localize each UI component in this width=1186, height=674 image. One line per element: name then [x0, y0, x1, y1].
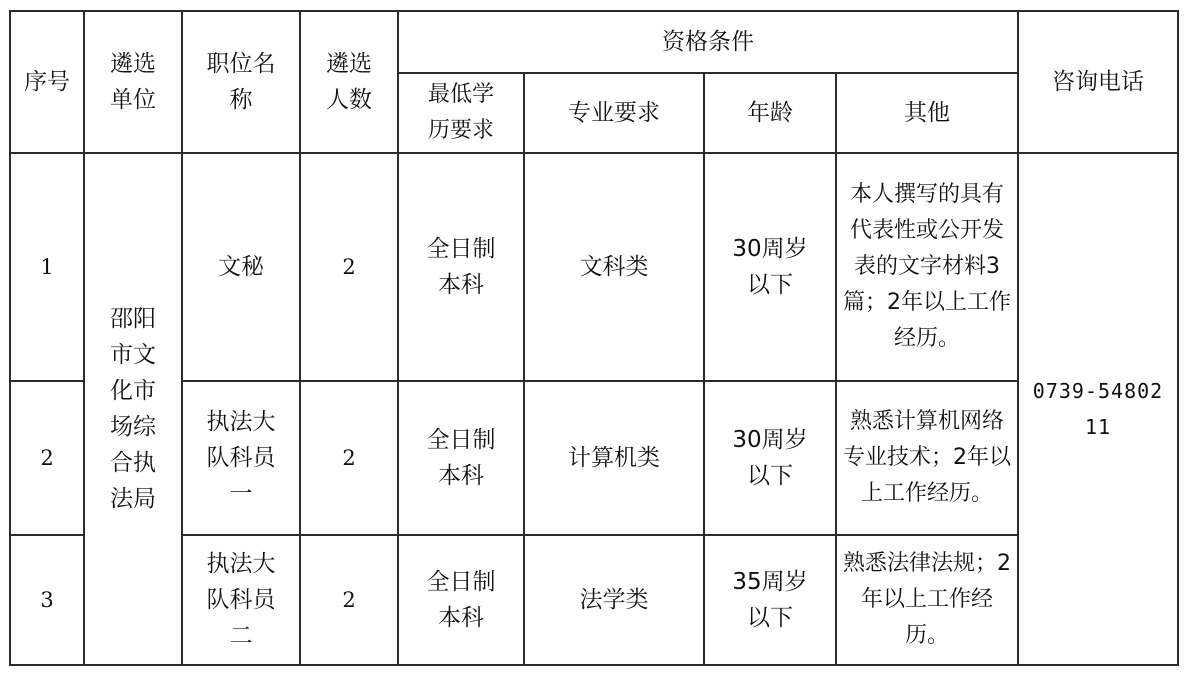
row-position: 执法大队科员二: [182, 535, 300, 665]
row-seq: 2: [10, 381, 84, 535]
header-min-education: 最低学历要求: [398, 73, 524, 153]
row-major: 法学类: [524, 535, 704, 665]
table-row: [10, 153, 1178, 381]
row-major: 计算机类: [524, 381, 704, 535]
row-other: 本人撰写的具有代表性或公开发表的文字材料3篇；2年以上工作经历。: [836, 153, 1018, 381]
consult-phone: 0739-5480211: [1018, 153, 1178, 665]
header-other: 其他: [836, 73, 1018, 153]
table-row: [10, 535, 1178, 665]
row-other: 熟悉法律法规；2年以上工作经历。: [836, 535, 1018, 665]
row-education: 全日制本科: [398, 381, 524, 535]
row-education: 全日制本科: [398, 535, 524, 665]
row-age: 30周岁以下: [704, 153, 836, 381]
row-count: 2: [300, 535, 398, 665]
row-count: 2: [300, 153, 398, 381]
row-seq: 3: [10, 535, 84, 665]
row-other: 熟悉计算机网络专业技术；2年以上工作经历。: [836, 381, 1018, 535]
unit-name: 邵阳市文化市场综合执法局: [84, 153, 182, 665]
recruitment-table-container: [9, 10, 1177, 664]
row-position: 文秘: [182, 153, 300, 381]
row-count: 2: [300, 381, 398, 535]
header-unit: 遴选单位: [84, 11, 182, 153]
header-row-1: [10, 11, 1178, 73]
header-position: 职位名称: [182, 11, 300, 153]
row-position: 执法大队科员一: [182, 381, 300, 535]
row-major: 文科类: [524, 153, 704, 381]
table-row: [10, 381, 1178, 535]
row-seq: 1: [10, 153, 84, 381]
row-age: 35周岁以下: [704, 535, 836, 665]
row-age: 30周岁以下: [704, 381, 836, 535]
header-qualification: 资格条件: [398, 11, 1018, 73]
header-seq: 序号: [10, 11, 84, 153]
header-major: 专业要求: [524, 73, 704, 153]
header-phone: 咨询电话: [1018, 11, 1178, 153]
row-education: 全日制本科: [398, 153, 524, 381]
header-count: 遴选人数: [300, 11, 398, 153]
header-age: 年龄: [704, 73, 836, 153]
recruitment-table: [9, 10, 1179, 666]
